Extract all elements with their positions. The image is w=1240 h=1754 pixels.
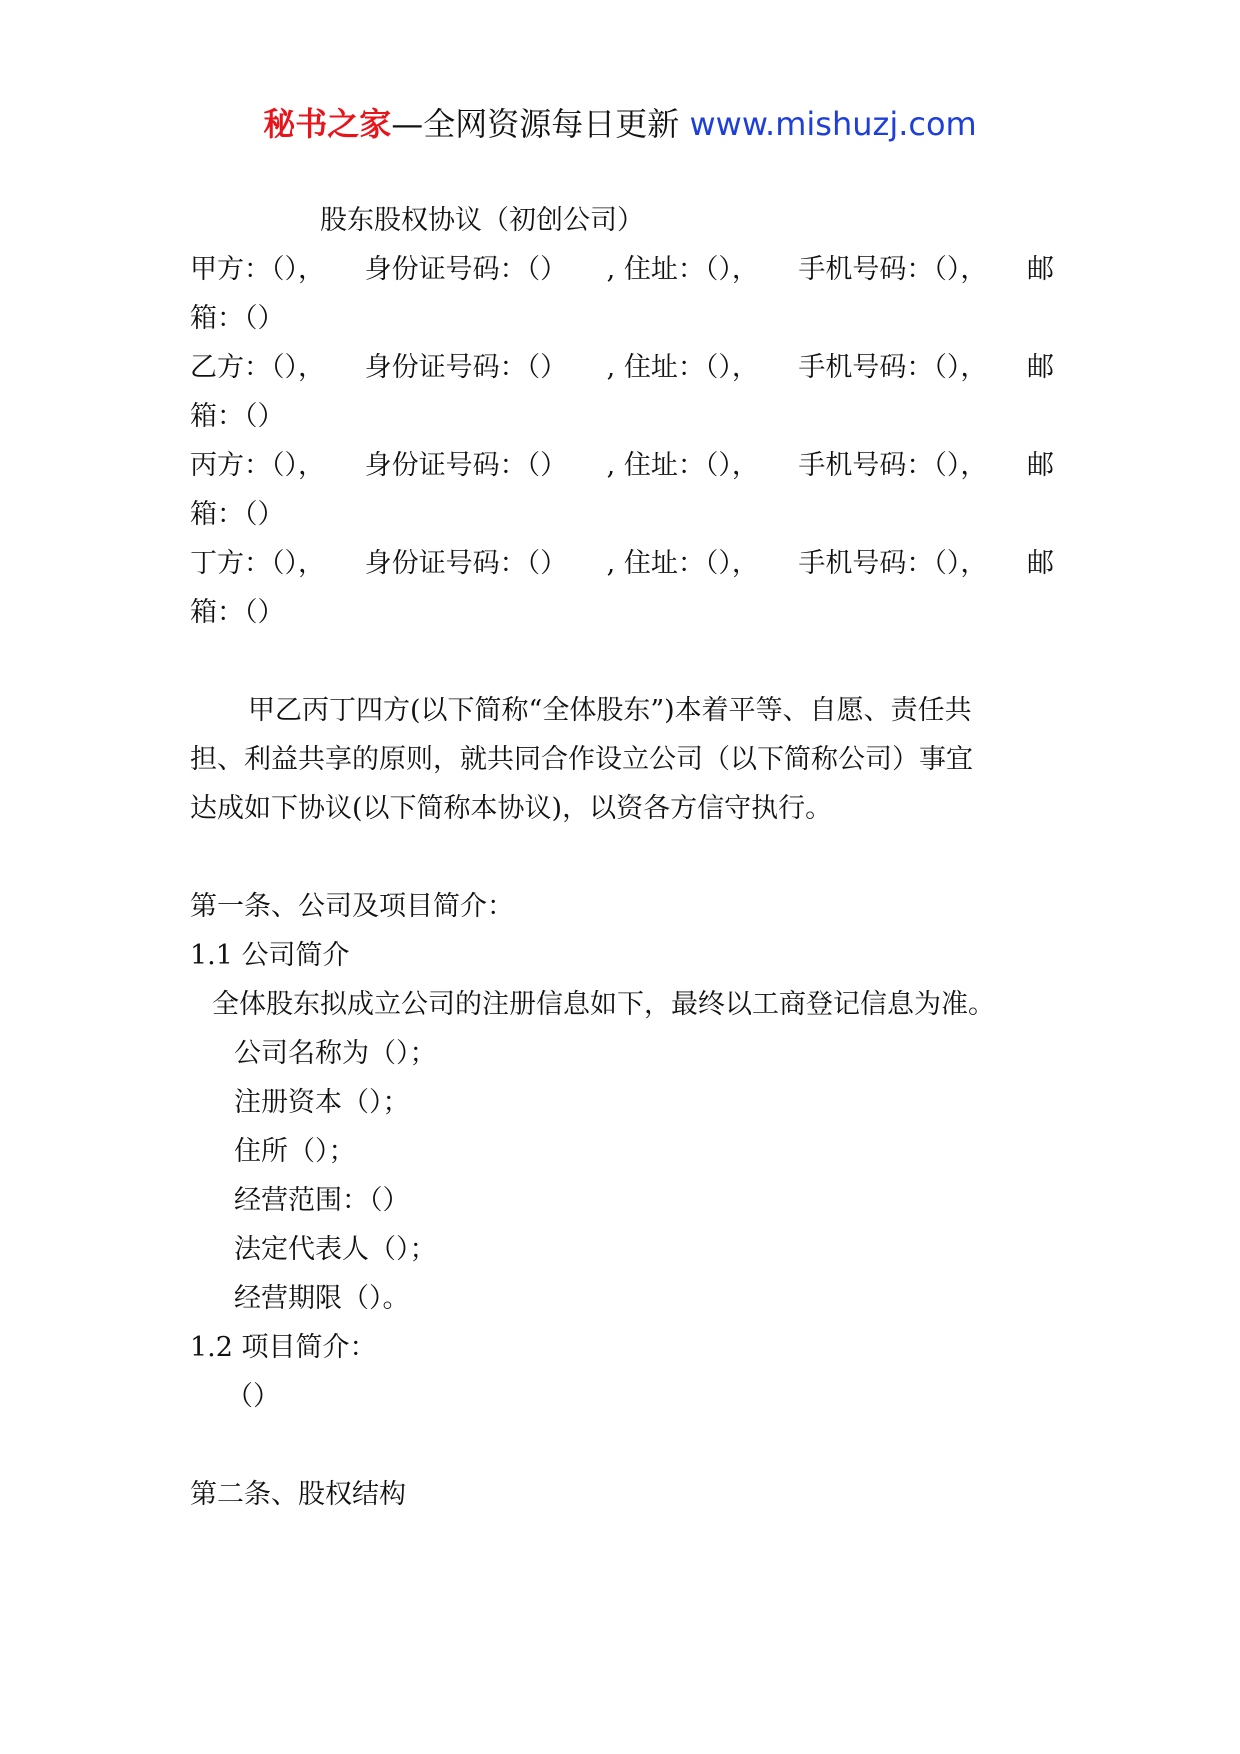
section-1-2-text: （） (226, 1381, 280, 1412)
party-id-field: 身份证号码：（） (364, 450, 568, 481)
party-phone-field: 手机号码：（）， (798, 352, 988, 383)
party-email-field: 箱：（） (190, 499, 285, 530)
company-info-item: 注册资本（）； (234, 1087, 410, 1118)
section-1-1-text: 全体股东拟成立公司的注册信息如下，最终以工商登记信息为准。 (212, 989, 995, 1020)
party-phone-field: 手机号码：（）， (798, 450, 988, 481)
party-line-bing (190, 441, 1054, 490)
party-name-field: 甲方：（）， (190, 254, 325, 285)
section-1-2-heading: 1.2 项目简介： (190, 1332, 377, 1363)
company-info-item: 经营期限（）。 (234, 1283, 410, 1314)
intro-line-3: 达成如下协议(以下简称本协议)，以资各方信守执行。 (190, 793, 833, 824)
party-name-field: 丁方：（）， (190, 548, 325, 579)
article-1-heading: 第一条、公司及项目简介： (190, 891, 514, 922)
intro-line-2: 担、利益共享的原则，就共同合作设立公司（以下简称公司）事宜 (190, 744, 973, 775)
company-info-item: 住所（）； (234, 1136, 356, 1167)
party-line-yi (190, 343, 1054, 392)
party-email-start: 邮 (1026, 548, 1054, 579)
document-title: 股东股权协议（初创公司） (320, 205, 644, 236)
party-email-start: 邮 (1026, 352, 1054, 383)
party-address-field: , 住址：（）， (606, 352, 759, 383)
spacer (190, 833, 1054, 882)
party-name-field: 乙方：（）， (190, 352, 325, 383)
party-email-start: 邮 (1026, 254, 1054, 285)
document-body (190, 196, 1054, 1519)
brand-name: 秘书之家 (263, 105, 392, 143)
company-info-item: 法定代表人（）； (234, 1234, 437, 1265)
party-email-start: 邮 (1026, 450, 1054, 481)
party-line-ding (190, 539, 1054, 588)
spacer (190, 1421, 1054, 1470)
party-name-field: 丙方：（）， (190, 450, 325, 481)
intro-line-1: 甲乙丙丁四方(以下简称“全体股东”)本着平等、自愿、责任共 (248, 695, 972, 726)
party-phone-field: 手机号码：（）， (798, 548, 988, 579)
article-2-heading: 第二条、股权结构 (190, 1479, 406, 1510)
party-line-jia (190, 245, 1054, 294)
party-id-field: 身份证号码：（） (364, 352, 568, 383)
site-url[interactable]: www.mishuzj.com (689, 105, 977, 143)
section-1-1-heading: 1.1 公司简介 (190, 940, 350, 971)
spacer (190, 637, 1054, 686)
party-address-field: , 住址：（）， (606, 548, 759, 579)
party-email-field: 箱：（） (190, 401, 285, 432)
company-info-item: 公司名称为（）； (234, 1038, 437, 1069)
header-slogan: —全网资源每日更新 (391, 105, 680, 143)
party-email-field: 箱：（） (190, 597, 285, 628)
party-email-field: 箱：（） (190, 303, 285, 334)
party-id-field: 身份证号码：（） (364, 548, 568, 579)
party-address-field: , 住址：（）， (606, 450, 759, 481)
company-info-item: 经营范围：（） (234, 1185, 410, 1216)
site-header (0, 100, 1240, 148)
party-address-field: , 住址：（）， (606, 254, 759, 285)
party-phone-field: 手机号码：（）， (798, 254, 988, 285)
party-id-field: 身份证号码：（） (364, 254, 568, 285)
